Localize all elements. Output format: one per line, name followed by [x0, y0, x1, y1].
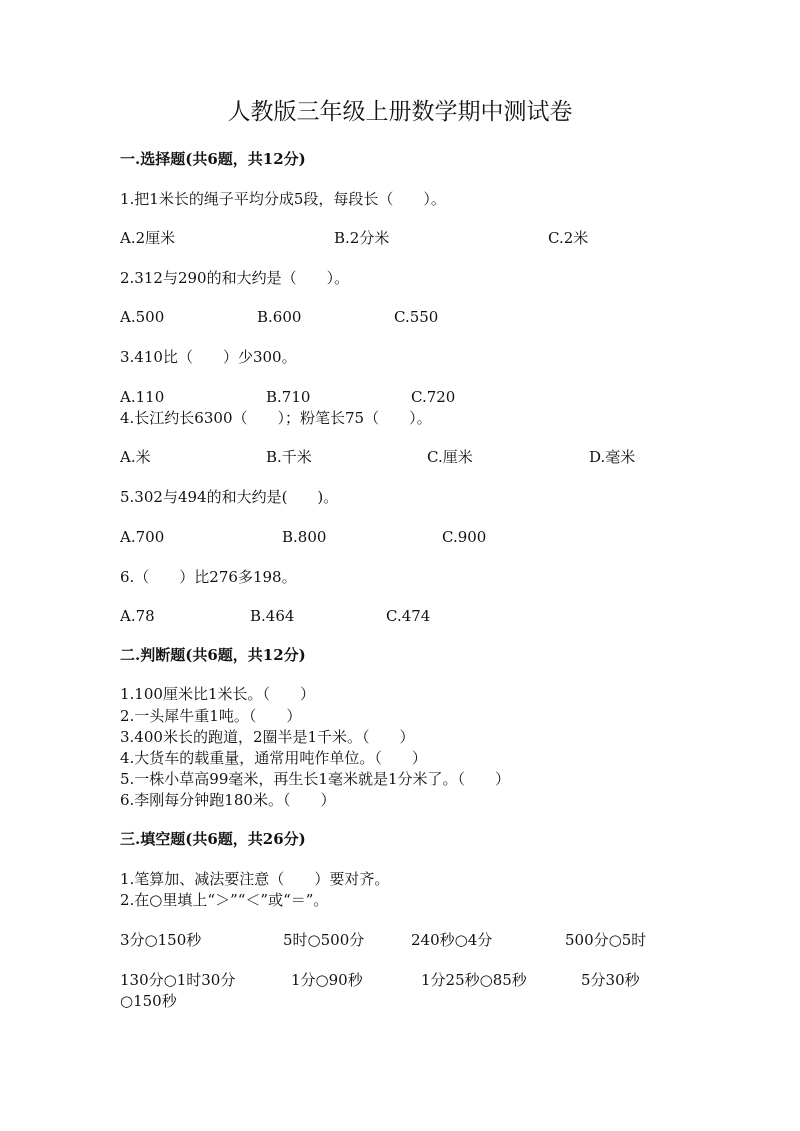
- option-b: B.800: [282, 528, 327, 546]
- option-b: B.710: [266, 388, 311, 406]
- section-heading-choice: 一.选择题(共6题，共12分): [120, 150, 306, 168]
- option-a: A.2厘米: [120, 229, 176, 247]
- question-stem: 3.410比（ ）少300。: [120, 348, 297, 366]
- question-stem: 4.长江约长6300（ ）；粉笔长75（ ）。: [120, 409, 432, 427]
- compare-item: 3分○150秒: [120, 931, 202, 949]
- option-a: A.500: [120, 308, 165, 326]
- fill-question: 1.笔算加、减法要注意（ ）要对齐。: [120, 870, 390, 888]
- option-b: B.600: [257, 308, 302, 326]
- compare-item: 5分30秒: [581, 971, 640, 989]
- fill-question: 2.在○里填上“＞”“＜”或“＝”。: [120, 891, 329, 909]
- option-a: A.78: [120, 607, 155, 625]
- judge-item: 1.100厘米比1米长。（ ）: [120, 685, 315, 703]
- compare-item: 1分25秒○85秒: [421, 971, 527, 989]
- page-title: 人教版三年级上册数学期中测试卷: [227, 99, 573, 125]
- judge-item: 2.一头犀牛重1吨。（ ）: [120, 707, 302, 725]
- option-a: A.700: [120, 528, 165, 546]
- option-c: C.550: [394, 308, 439, 326]
- option-a: A.110: [120, 388, 165, 406]
- question-stem: 1.把1米长的绳子平均分成5段，每段长（ ）。: [120, 190, 446, 208]
- judge-item: 4.大货车的载重量，通常用吨作单位。（ ）: [120, 749, 427, 767]
- compare-item: 1分○90秒: [291, 971, 363, 989]
- judge-item: 3.400米长的跑道，2圈半是1千米。（ ）: [120, 728, 415, 746]
- option-b: B.2分米: [334, 229, 390, 247]
- option-c: C.720: [411, 388, 456, 406]
- section-heading-judge: 二.判断题(共6题，共12分): [120, 646, 306, 664]
- option-c: C.2米: [548, 229, 589, 247]
- judge-item: 5.一株小草高99毫米，再生长1毫米就是1分米了。（ ）: [120, 770, 510, 788]
- option-c: C.厘米: [427, 448, 473, 466]
- question-stem: 6.（ ）比276多198。: [120, 568, 297, 586]
- option-c: C.474: [386, 607, 431, 625]
- judge-item: 6.李刚每分钟跑180米。（ ）: [120, 791, 336, 809]
- question-stem: 5.302与494的和大约是( )。: [120, 488, 339, 506]
- section-heading-fill: 三.填空题(共6题，共26分): [120, 830, 306, 848]
- option-b: B.464: [250, 607, 295, 625]
- compare-item: 5时○500分: [283, 931, 365, 949]
- option-b: B.千米: [266, 448, 312, 466]
- compare-item: 500分○5时: [565, 931, 647, 949]
- compare-item: ○150秒: [120, 992, 177, 1010]
- question-stem: 2.312与290的和大约是（ ）。: [120, 269, 350, 287]
- compare-item: 240秒○4分: [411, 931, 493, 949]
- compare-item: 130分○1时30分: [120, 971, 236, 989]
- option-c: C.900: [442, 528, 487, 546]
- option-a: A.米: [120, 448, 151, 466]
- option-d: D.毫米: [589, 448, 636, 466]
